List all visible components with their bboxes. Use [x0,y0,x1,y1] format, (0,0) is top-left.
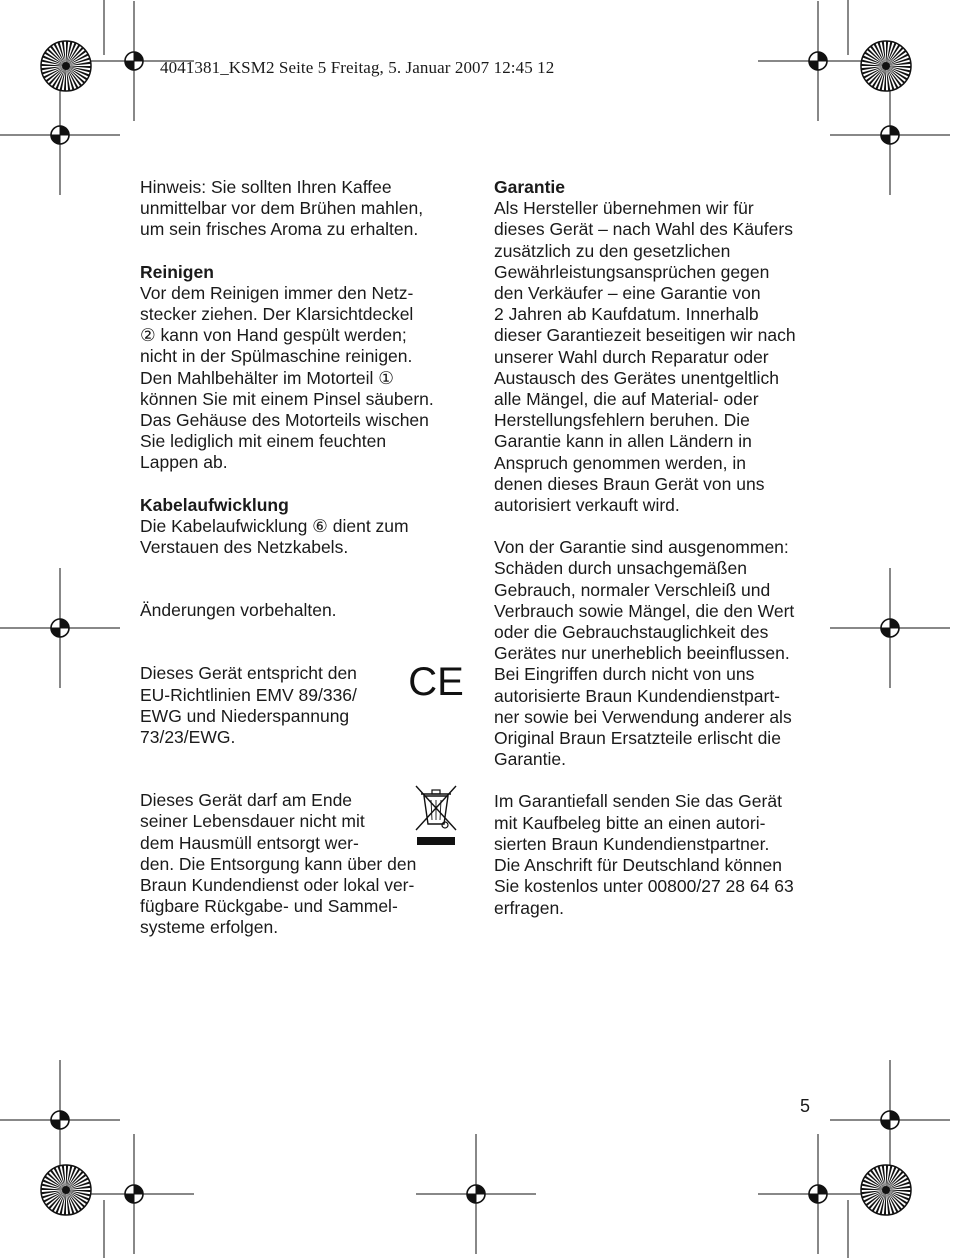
warranty-line: dieses Gerät – nach Wahl des Käufers [494,219,793,240]
registration-star-icon [41,1165,91,1215]
exclusion-line: Schäden durch unsachgemäßen [494,558,747,579]
exclusion-line: Von der Garantie sind ausgenommen: [494,537,789,558]
registration-cross-icon [74,1134,194,1254]
exclusion-line: Garantie. [494,749,566,770]
warranty-line: zusätzlich zu den gesetzlichen [494,240,731,261]
ce-line: Dieses Gerät entspricht den [140,663,357,684]
cleaning-line: Lappen ab. [140,452,228,473]
warranty-line: alle Mängel, die auf Material- oder [494,389,759,410]
changes-note: Änderungen vorbehalten. [140,600,337,621]
ce-mark-icon [408,660,464,705]
page-number: 5 [800,1096,811,1116]
cleaning-heading: Reinigen [140,261,214,282]
ce-section [140,660,465,748]
registration-cross-icon [830,568,950,688]
registration-cross-icon [830,1060,950,1180]
warranty-line: Garantie kann in allen Ländern in [494,431,752,452]
registration-cross-icon [0,568,120,688]
ce-line: 73/23/EWG. [140,727,236,748]
disposal-line: den. Die Entsorgung kann über den [140,853,417,874]
registration-cross-icon [758,1,878,121]
cleaning-line: Sie lediglich mit einem feuchten [140,431,387,452]
warranty-line: denen dieses Braun Gerät von uns [494,473,765,494]
warranty-line: Austausch des Gerätes unentgeltlich [494,367,780,388]
cable-line: Verstauen des Netzkabels. [140,537,349,558]
exclusion-line: Bei Eingriffen durch nicht von uns [494,664,755,685]
disposal-line: seiner Lebensdauer nicht mit [140,811,365,832]
cleaning-line: Das Gehäuse des Motorteils wischen [140,410,429,431]
claim-line: mit Kaufbeleg bitte an einen autori- [494,812,766,833]
exclusion-line: Gebrauch, normaler Verschleiß und [494,579,771,600]
hint-line: um sein frisches Aroma zu erhalten. [140,219,419,240]
exclusion-line: ner sowie bei Verwendung anderer als [494,706,792,727]
crossed-bin-icon [414,782,458,848]
registration-cross-icon [830,75,950,195]
warranty-line: den Verkäufer – eine Garantie von [494,283,761,304]
cleaning-line: ② kann von Hand gespült werden; [140,325,407,346]
warranty-line: Gewährleistungsansprüchen gegen [494,261,770,282]
cleaning-line: stecker ziehen. Der Klarsichtdeckel [140,304,414,325]
hint-line: Hinweis: Sie sollten Ihren Kaffee [140,177,392,197]
cleaning-line: Vor dem Reinigen immer den Netz- [140,282,414,303]
ce-line: EU-Richtlinien EMV 89/336/ [140,684,357,705]
warranty-line: Anspruch genommen werden, in [494,452,746,473]
warranty-section [494,177,814,516]
claim-line: Sie kostenlos unter 00800/27 28 64 63 [494,876,794,897]
claim-paragraph [494,791,814,918]
cleaning-line: können Sie mit einem Pinsel säubern. [140,388,434,409]
claim-line: Die Anschrift für Deutschland können [494,855,782,876]
disposal-line: systeme erfolgen. [140,917,279,938]
hint-line: unmittelbar vor dem Brühen mahlen, [140,198,424,219]
disposal-section [140,790,465,938]
ce-mark-label: CE [408,660,464,705]
registration-cross-icon [0,1060,120,1180]
cable-heading: Kabelaufwicklung [140,494,289,515]
claim-line: erfragen. [494,897,565,918]
disposal-line: fügbare Rückgabe- und Sammel- [140,896,398,917]
registration-cross-icon [416,1134,536,1254]
warranty-line: unserer Wahl durch Reparatur oder [494,346,769,367]
ce-line: EWG und Niederspannung [140,705,350,726]
exclusion-line: Gerätes nur unerheblich beeinflussen. [494,643,790,664]
warranty-line: Als Hersteller übernehmen wir für [494,198,754,219]
hint-paragraph [140,177,465,241]
exclusion-line: Verbrauch sowie Mängel, die den Wert [494,600,795,621]
registration-star-icon [41,41,91,91]
cable-line: Die Kabelaufwicklung ⑥ dient zum [140,515,409,536]
warranty-line: Herstellungsfehlern beruhen. Die [494,410,750,431]
cleaning-line: Den Mahlbehälter im Motorteil ① [140,367,394,388]
claim-line: sierten Braun Kundendienstpartner. [494,833,770,854]
warranty-line: 2 Jahren ab Kaufdatum. Innerhalb [494,304,759,325]
print-slug: 4041381_KSM2 Seite 5 Freitag, 5. Januar 2007 12:45 12 [160,58,555,77]
left-column [140,177,465,939]
exclusion-paragraph [494,537,814,770]
cable-section [140,495,465,559]
disposal-line: Braun Kundendienst oder lokal ver- [140,875,415,896]
claim-line: Im Garantiefall senden Sie das Gerät [494,791,782,812]
registration-star-icon [861,1165,911,1215]
right-column [494,177,814,919]
disposal-line: Dieses Gerät darf am Ende [140,790,353,811]
registration-star-icon [861,41,911,91]
warranty-line: autorisiert verkauft wird. [494,495,680,516]
exclusion-line: Original Braun Ersatzteile erlischt die [494,728,781,749]
cleaning-line: nicht in der Spülmaschine reinigen. [140,346,413,367]
cleaning-section [140,262,465,474]
registration-cross-icon [0,75,120,195]
exclusion-line: autorisierte Braun Kundendienstpart- [494,685,781,706]
registration-cross-icon [758,1134,878,1254]
disposal-line: dem Hausmüll entsorgt wer- [140,832,359,853]
exclusion-line: oder die Gebrauchstauglichkeit des [494,622,769,643]
warranty-line: dieser Garantiezeit beseitigen wir nach [494,325,796,346]
warranty-heading: Garantie [494,177,565,197]
